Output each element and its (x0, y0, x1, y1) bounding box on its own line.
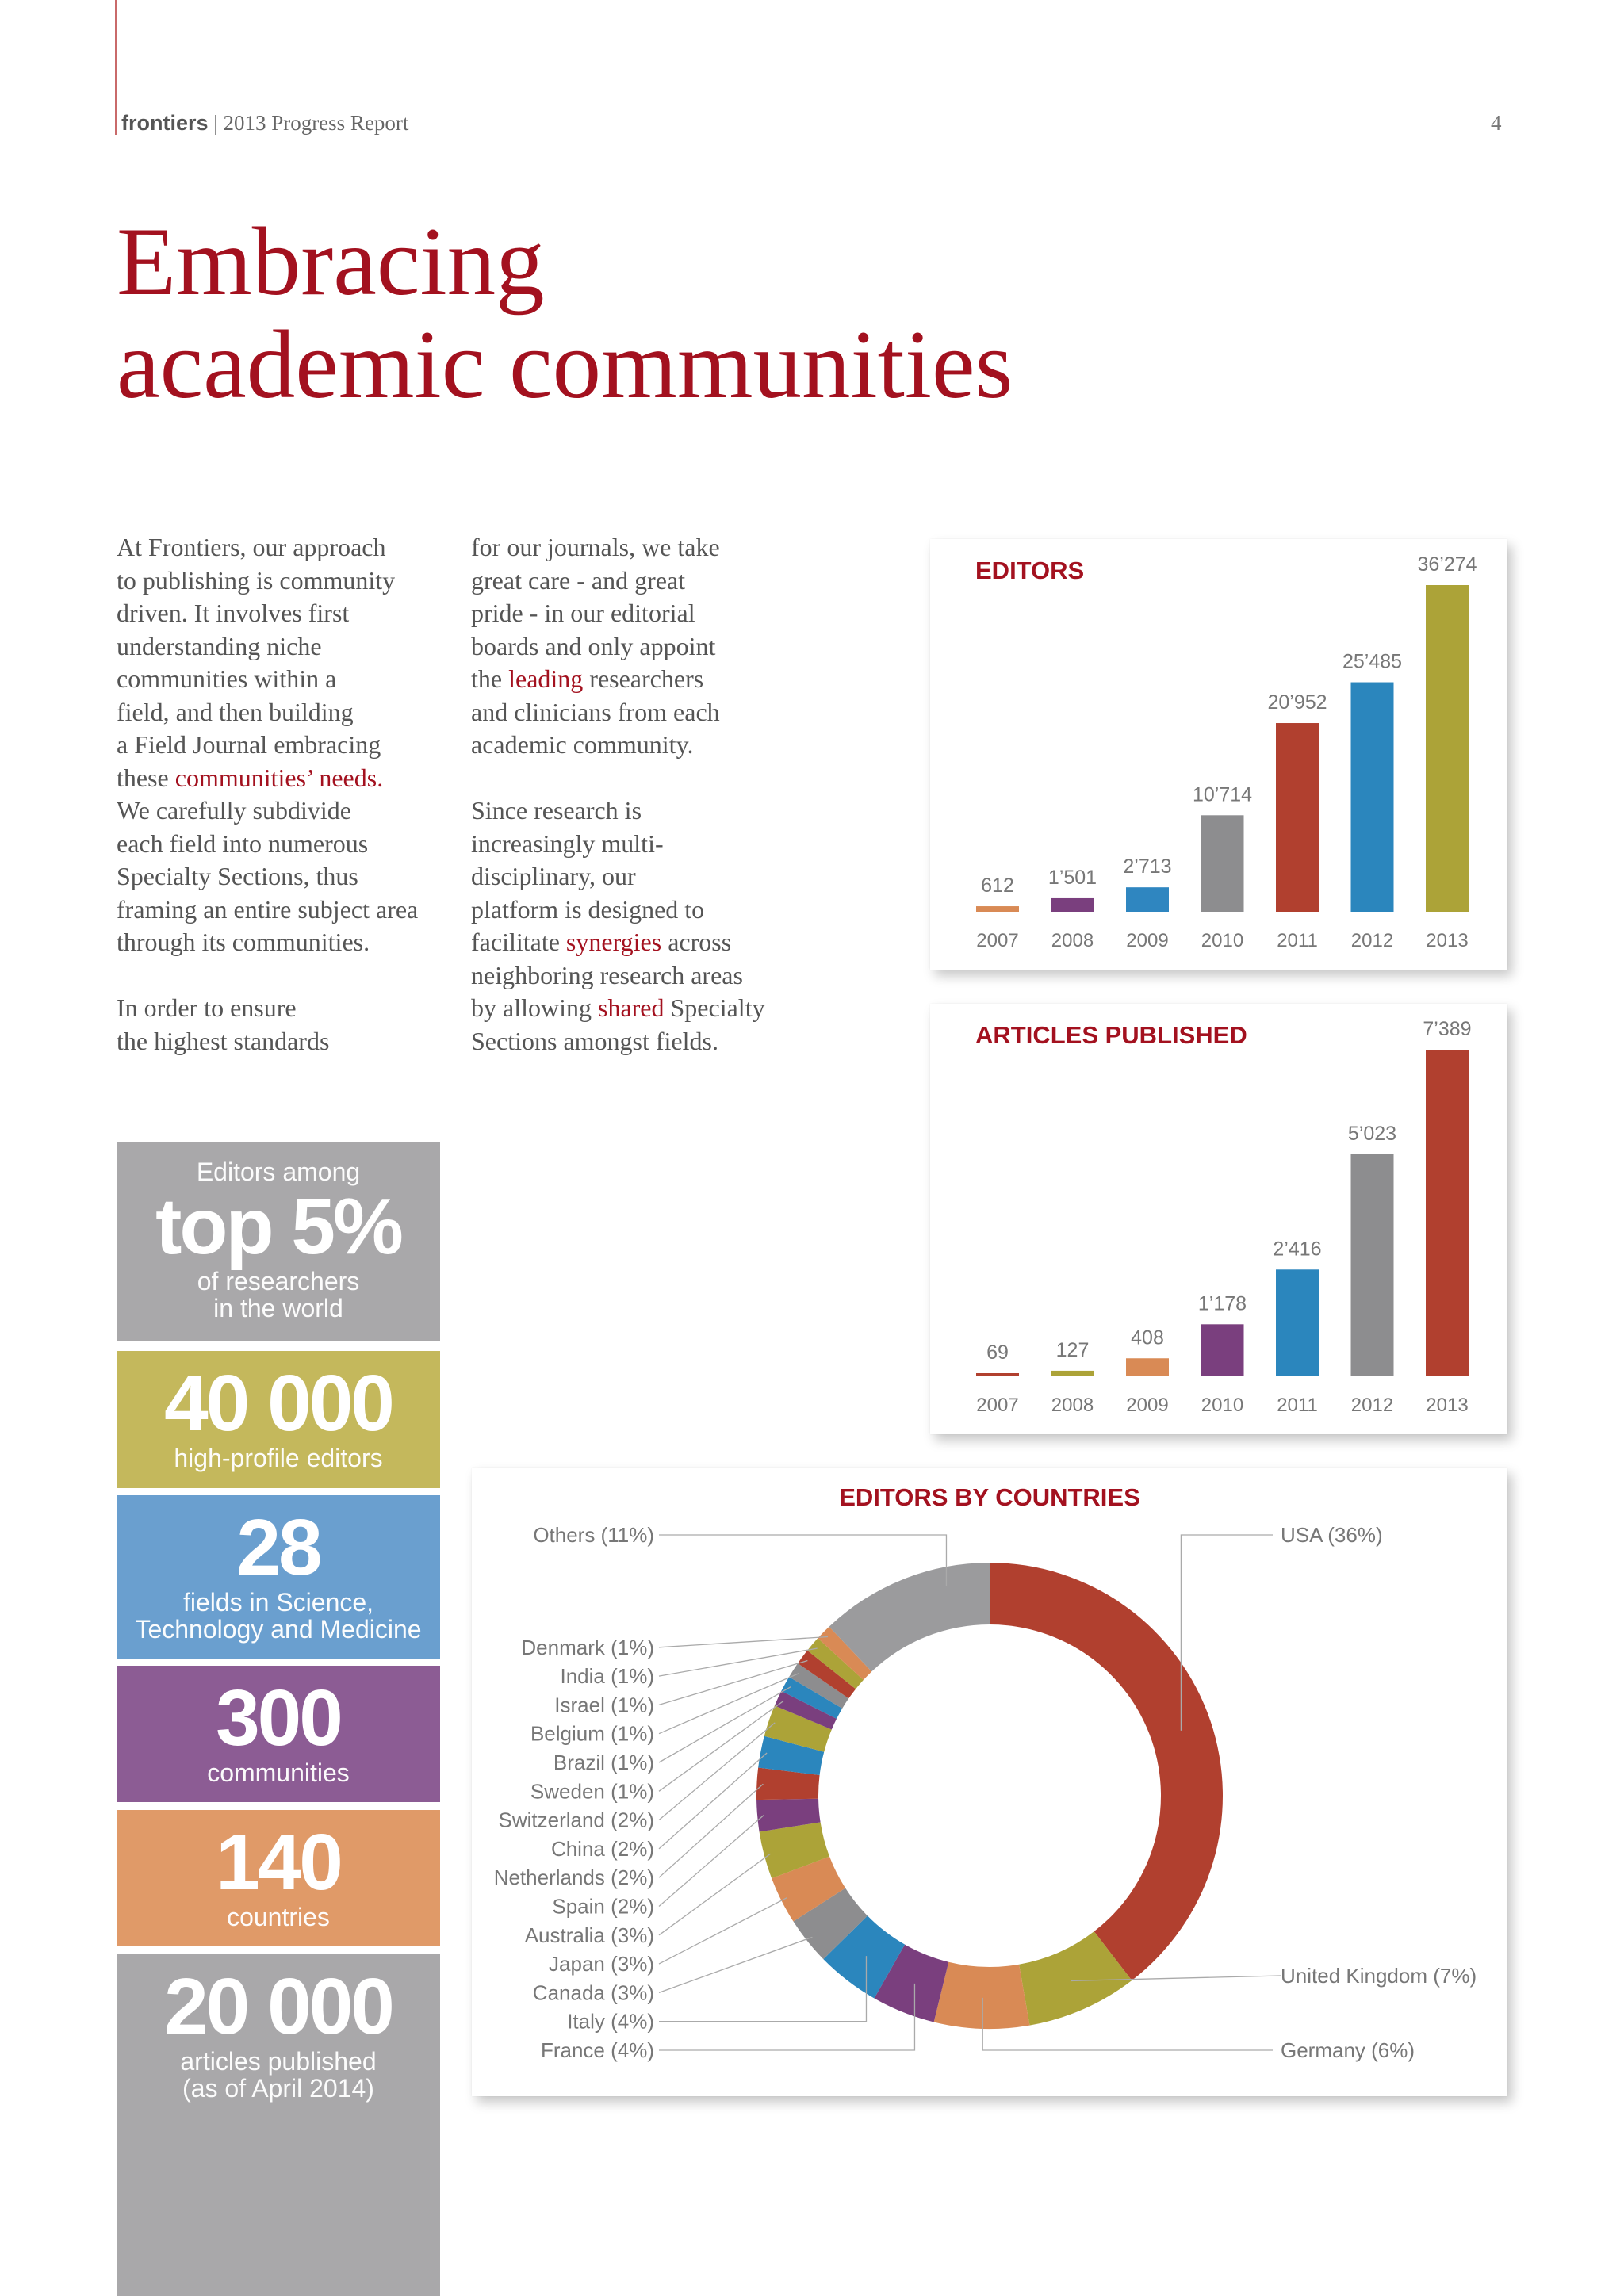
stat-articles-label: articles published (as of April 2014) (180, 2047, 377, 2103)
slice-label: Japan (3%) (549, 1952, 654, 1976)
slice-label: United Kingdom (7%) (1281, 1964, 1477, 1988)
stat-top-value: top 5% (155, 1182, 401, 1271)
stat-fields-value: 28 (236, 1503, 320, 1592)
x-tick-label: 2013 (1426, 1395, 1469, 1416)
slice-label: Others (11%) (533, 1523, 654, 1547)
slice-label: Denmark (1%) (521, 1635, 654, 1659)
paragraph (471, 531, 812, 762)
title-line-1: Embracing (117, 207, 545, 316)
text-run: researchers and clinicians from each academic community. (471, 664, 720, 759)
editors-chart-title: EDITORS (975, 557, 1085, 584)
stat-communities-value: 300 (216, 1674, 341, 1762)
bar-2007 (976, 1373, 1019, 1376)
slice-label: Switzerland (2%) (498, 1808, 654, 1832)
running-header (121, 111, 408, 136)
x-tick-label: 2007 (976, 930, 1019, 951)
text-run: At Frontiers, our approach to publishing is community driven. It involves first understanding niche communities within a field, and then building a Field Journal embracing these (117, 533, 396, 792)
stat-countries (117, 1810, 440, 1946)
leader-line (659, 1753, 767, 1849)
bar-value-label: 5’023 (1347, 1122, 1397, 1145)
articles-chart-card (930, 1004, 1507, 1434)
stat-top-above: Editors among (196, 1158, 361, 1186)
articles-bar-chart (930, 1004, 1507, 1434)
highlighted-text: shared (597, 993, 665, 1022)
slice-label: Brazil (1%) (553, 1751, 654, 1774)
text-run: Since research is increasingly multi- disciplinary, our platform is designed to facilitate (471, 796, 705, 956)
body-text-column-1 (117, 531, 450, 1091)
stat-top-researchers (117, 1142, 440, 1341)
bar-2011 (1276, 1269, 1319, 1376)
bar-value-label: 2’416 (1273, 1238, 1322, 1261)
bar-2010 (1201, 1324, 1244, 1376)
slice-label: Sweden (1%) (530, 1779, 654, 1804)
slice-label: Australia (3%) (524, 1923, 654, 1947)
slice-label: China (2%) (550, 1836, 654, 1861)
bar-value-label: 7’389 (1423, 1018, 1472, 1040)
bar-value-label: 1’178 (1197, 1292, 1247, 1315)
header-separator: | (208, 111, 224, 135)
page-number: 4 (1491, 111, 1502, 135)
bar-2009 (1126, 887, 1169, 912)
leader-line (659, 1898, 787, 1965)
stat-editors-label: high-profile editors (174, 1444, 383, 1472)
stat-articles (117, 1954, 440, 2296)
slice-label: Israel (1%) (554, 1693, 654, 1717)
stat-articles-value: 20 000 (164, 1962, 393, 2051)
leader-line (659, 1637, 828, 1647)
x-tick-label: 2013 (1426, 930, 1469, 951)
bar-2012 (1351, 1154, 1394, 1376)
countries-chart-card (472, 1468, 1507, 2096)
stat-editors-value: 40 000 (164, 1359, 393, 1448)
editors-bar-chart (930, 539, 1507, 970)
bar-value-label: 127 (1055, 1338, 1090, 1361)
articles-chart-title: ARTICLES PUBLISHED (975, 1021, 1247, 1049)
header-rule (115, 0, 117, 135)
x-tick-label: 2009 (1126, 1395, 1169, 1416)
countries-donut-chart (472, 1468, 1507, 2096)
donut-slice (990, 1563, 1223, 1980)
x-tick-label: 2008 (1051, 1395, 1094, 1416)
x-tick-label: 2012 (1350, 1395, 1394, 1416)
title-line-2: academic communities (117, 310, 1013, 419)
slice-label: Spain (2%) (552, 1894, 654, 1919)
donut-slice (934, 1962, 1030, 2029)
stat-countries-value: 140 (216, 1818, 341, 1907)
bar-2010 (1201, 815, 1244, 912)
paragraph (117, 531, 450, 959)
leader-line (659, 1937, 812, 1992)
bar-value-label: 2’713 (1123, 855, 1172, 878)
x-tick-label: 2012 (1350, 930, 1394, 951)
leader-line (659, 1535, 946, 1586)
stat-fields (117, 1495, 440, 1659)
stat-editors (117, 1351, 440, 1488)
slice-label: India (1%) (560, 1664, 654, 1689)
slice-label: Netherlands (2%) (493, 1866, 654, 1890)
bar-2013 (1426, 585, 1469, 912)
x-tick-label: 2009 (1126, 930, 1169, 951)
page-title (117, 207, 1013, 419)
stat-communities-label: communities (207, 1758, 350, 1787)
x-tick-label: 2008 (1051, 930, 1094, 951)
body-text-column-2 (471, 531, 812, 1091)
report-title: 2013 Progress Report (223, 111, 409, 135)
slice-label: Canada (3%) (532, 1980, 654, 2005)
bar-value-label: 25’485 (1342, 650, 1403, 673)
bar-2008 (1051, 898, 1094, 912)
stat-countries-label: countries (227, 1903, 330, 1931)
slice-label: USA (36%) (1281, 1523, 1383, 1547)
bar-value-label: 1’501 (1048, 866, 1097, 889)
bar-value-label: 20’952 (1267, 691, 1327, 714)
paragraph (117, 992, 450, 1058)
leader-line (659, 1854, 771, 1935)
editors-chart-card (930, 539, 1507, 970)
bar-value-label: 36’274 (1417, 553, 1477, 576)
x-tick-label: 2007 (976, 1395, 1019, 1416)
x-tick-label: 2010 (1201, 930, 1244, 951)
leader-line (659, 1784, 763, 1877)
text-run: for our journals, we take great care - and great pride - in our editorial boards and only appoint the (471, 533, 720, 693)
slice-label: France (4%) (540, 2038, 654, 2062)
highlighted-text: leading (508, 664, 584, 693)
bar-2008 (1051, 1371, 1094, 1376)
slice-label: Belgium (1%) (530, 1721, 654, 1746)
x-tick-label: 2011 (1277, 1395, 1318, 1416)
bar-value-label: 408 (1131, 1326, 1164, 1349)
bar-value-label: 69 (986, 1341, 1009, 1364)
bar-2013 (1426, 1050, 1469, 1376)
bar-value-label: 612 (981, 874, 1014, 897)
stat-top-below: of researchers in the world (197, 1267, 360, 1322)
bar-2009 (1126, 1358, 1169, 1376)
bar-2007 (976, 906, 1019, 912)
text-run: We carefully subdivide each field into numerous Specialty Sections, thus framing an entire subject area through its communities. (117, 796, 419, 956)
bar-2012 (1351, 683, 1394, 912)
x-tick-label: 2011 (1277, 930, 1318, 951)
text-run: Specialty Sections amongst fields. (471, 993, 765, 1055)
x-tick-label: 2010 (1201, 1395, 1244, 1416)
paragraph (471, 794, 812, 1058)
bar-2011 (1276, 723, 1319, 912)
text-run: across neighboring research areas by allowing (471, 928, 743, 1022)
text-run: In order to ensure the highest standards (117, 993, 330, 1055)
stat-communities (117, 1666, 440, 1802)
slice-label: Italy (4%) (567, 2009, 654, 2034)
countries-chart-title: EDITORS BY COUNTRIES (839, 1483, 1140, 1511)
leader-line (659, 1816, 764, 1907)
bar-value-label: 10’714 (1192, 783, 1253, 806)
brand-name: frontiers (121, 111, 209, 135)
stat-fields-label: fields in Science, Technology and Medicine (135, 1588, 422, 1644)
highlighted-text: communities’ needs. (174, 763, 384, 792)
highlighted-text: synergies (565, 928, 662, 956)
slice-label: Germany (6%) (1281, 2038, 1415, 2062)
